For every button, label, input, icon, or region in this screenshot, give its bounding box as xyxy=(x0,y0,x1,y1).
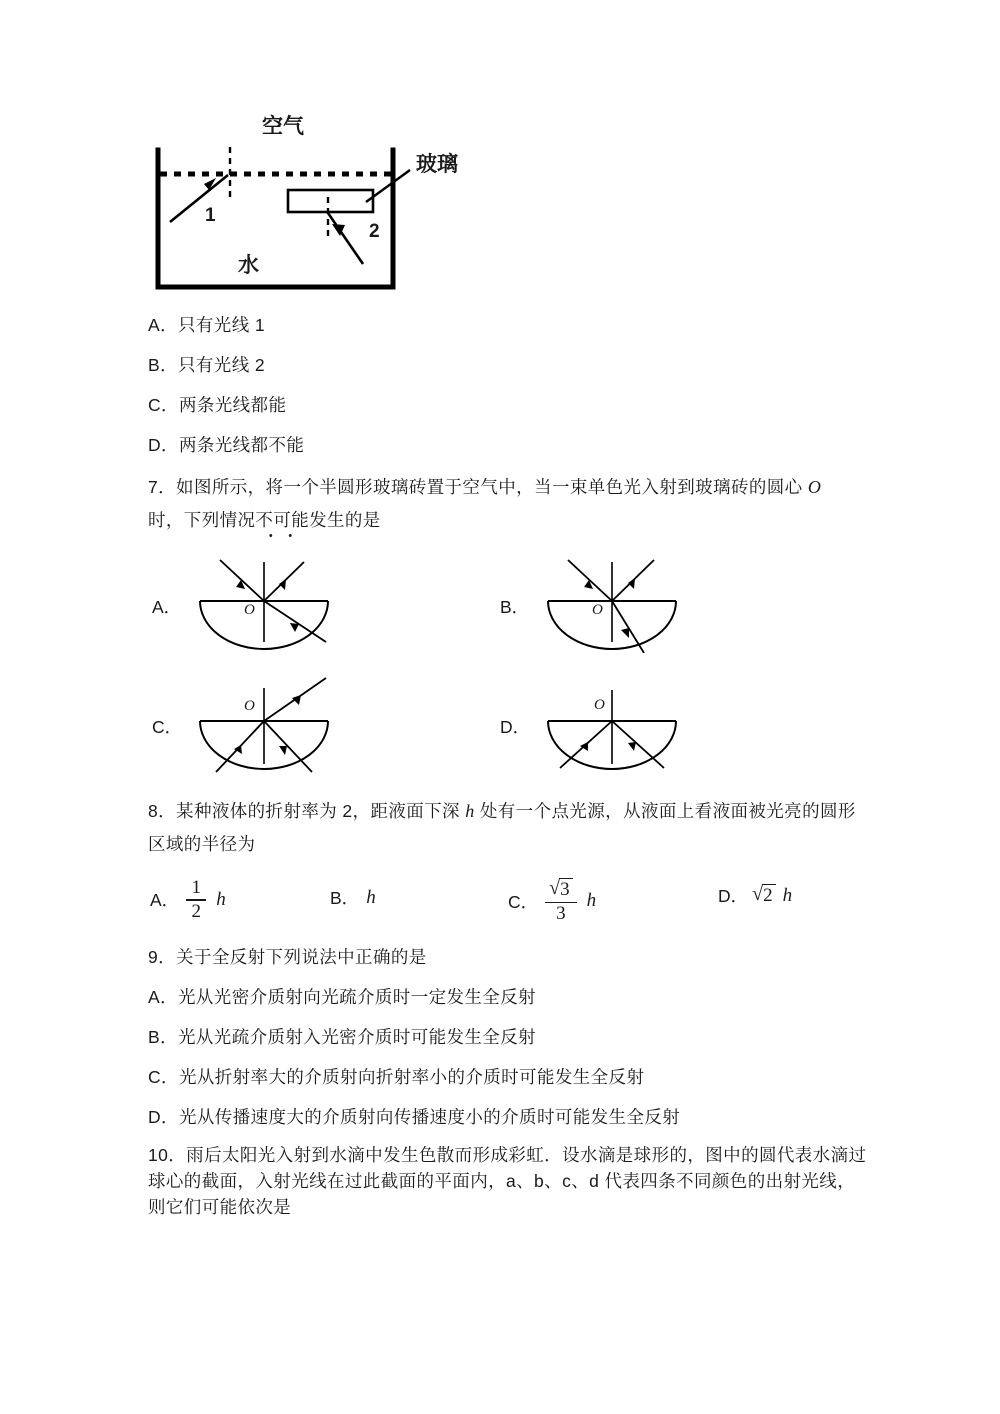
q7-point-o: O xyxy=(807,477,822,497)
q10-number: 10． xyxy=(148,1145,187,1165)
label-water: 水 xyxy=(238,254,259,277)
q8-option-a-label: A． xyxy=(150,890,180,911)
q9-option-c-text: 光从折射率大的介质射向折射率小的介质时可能发生全反射 xyxy=(178,1067,645,1087)
q8-stem-line2: 区域的半径为 xyxy=(148,834,256,854)
q6-option-b-label: B． xyxy=(148,355,178,375)
q8-option-b[interactable] xyxy=(330,885,376,910)
q9-option-b-text: 光从光疏介质射入光密介质时可能发生全反射 xyxy=(178,1027,536,1047)
q7-option-c-figure[interactable] xyxy=(186,668,366,773)
q8-number: 8． xyxy=(148,801,177,821)
q8-option-c-numerator xyxy=(545,878,576,902)
q9-stem-text: 关于全反射下列说法中正确的是 xyxy=(176,947,427,967)
q8-option-c[interactable] xyxy=(508,878,596,924)
q8-option-b-label: B． xyxy=(330,888,360,908)
q7-emphasis-impossible: 不可能 xyxy=(255,510,310,530)
water-tank-figure xyxy=(148,112,508,302)
q9-option-b[interactable] xyxy=(148,1022,536,1053)
ray-label-2: 2 xyxy=(369,221,380,242)
q8-option-b-variable: h xyxy=(366,886,376,908)
q8-option-a-denominator: 2 xyxy=(191,900,201,922)
q7-option-d-center-label: O xyxy=(594,697,605,713)
q7-option-a-center-label: O xyxy=(244,602,255,618)
q7-option-b-figure[interactable] xyxy=(534,548,714,653)
q7-option-c-center-label: O xyxy=(244,698,255,714)
label-glass: 玻璃 xyxy=(416,153,458,176)
q9-stem xyxy=(148,942,427,973)
square-root-icon: √ 3 xyxy=(549,878,572,901)
q8-option-c-denominator: 3 xyxy=(556,903,566,925)
q6-option-c-text: 两条光线都能 xyxy=(178,395,287,415)
q8-stem-line1 xyxy=(148,796,856,827)
q9-option-d-text: 光从传播速度大的介质射向传播速度小的介质时可能发生全反射 xyxy=(178,1107,681,1127)
q8-option-d-variable: h xyxy=(782,884,793,906)
q10-stem-text-1: 雨后太阳光入射到水滴中发生色散而形成彩虹．设水滴是球形的，图中的圆代表水滴过 xyxy=(186,1145,867,1165)
q9-option-a[interactable] xyxy=(148,982,536,1013)
q7-option-b-center-label: O xyxy=(592,602,603,618)
q8-stem-text-b: 处有一个点光源，从液面上看液面被光亮的圆形 xyxy=(474,801,856,821)
q6-option-a-label: A． xyxy=(148,315,178,335)
label-air: 空气 xyxy=(262,115,304,138)
q7-stem-text-a: 如图所示，将一个半圆形玻璃砖置于空气中，当一束单色光入射到玻璃砖的圆心 xyxy=(176,477,808,497)
q9-option-c-label: C． xyxy=(148,1067,179,1087)
q7-option-a-label[interactable]: A． xyxy=(152,597,182,617)
q10-stem-line3: 则它们可能依次是 xyxy=(148,1197,292,1217)
q7-option-d-label[interactable]: D． xyxy=(500,717,531,737)
q8-stem-text-a: 某种液体的折射率为 2，距液面下深 xyxy=(176,801,466,821)
q8-option-a-variable: h xyxy=(216,888,226,910)
ray-label-1: 1 xyxy=(205,205,216,226)
q8-option-d[interactable] xyxy=(718,883,792,908)
q7-stem-line1 xyxy=(148,472,821,503)
q8-option-d-radicand: 2 xyxy=(762,884,776,907)
q7-stem-text-c: 发生的是 xyxy=(309,510,381,530)
q6-option-d-text: 两条光线都不能 xyxy=(178,435,305,455)
q7-option-d-figure[interactable] xyxy=(534,668,714,773)
q8-option-a-fraction xyxy=(186,878,206,921)
q6-option-d[interactable] xyxy=(148,430,304,461)
q8-option-a[interactable] xyxy=(150,878,226,921)
q9-option-d[interactable] xyxy=(148,1102,680,1133)
square-root-icon: √ 2 xyxy=(752,884,775,907)
q6-option-b-text: 只有光线 2 xyxy=(178,355,265,375)
q9-option-a-label: A． xyxy=(148,987,178,1007)
q6-option-d-label: D． xyxy=(148,435,179,455)
q8-option-a-numerator: 1 xyxy=(191,877,201,898)
q6-option-c-label: C． xyxy=(148,395,179,415)
q8-option-c-fraction xyxy=(545,878,576,924)
q7-stem-text-b: 时，下列情况 xyxy=(148,510,256,530)
q9-option-d-label: D． xyxy=(148,1107,179,1127)
q7-option-a-figure[interactable] xyxy=(186,548,366,653)
q7-stem-line2 xyxy=(148,505,381,536)
q10-stem-line2: 球心的截面，入射光线在过此截面的平面内，a、b、c、d 代表四条不同颜色的出射光线， xyxy=(148,1171,856,1191)
q9-option-a-text: 光从光密介质射向光疏介质时一定发生全反射 xyxy=(178,987,536,1007)
q7-option-b-label[interactable]: B． xyxy=(500,597,530,617)
q9-option-c[interactable] xyxy=(148,1062,644,1093)
q8-option-c-label: C． xyxy=(508,891,539,912)
q8-option-d-label: D． xyxy=(718,886,749,906)
q6-option-b[interactable] xyxy=(148,350,265,381)
q6-option-a-text: 只有光线 1 xyxy=(178,315,265,335)
q7-option-c-label[interactable]: C． xyxy=(152,717,183,737)
q9-number: 9． xyxy=(148,947,177,967)
q8-option-c-variable: h xyxy=(586,890,597,912)
q6-option-c[interactable] xyxy=(148,390,286,421)
q7-number: 7． xyxy=(148,477,177,497)
q8-option-c-radicand: 3 xyxy=(559,878,573,901)
q8-depth-h: h xyxy=(465,801,475,821)
q6-option-a[interactable] xyxy=(148,310,265,341)
q9-option-b-label: B． xyxy=(148,1027,178,1047)
